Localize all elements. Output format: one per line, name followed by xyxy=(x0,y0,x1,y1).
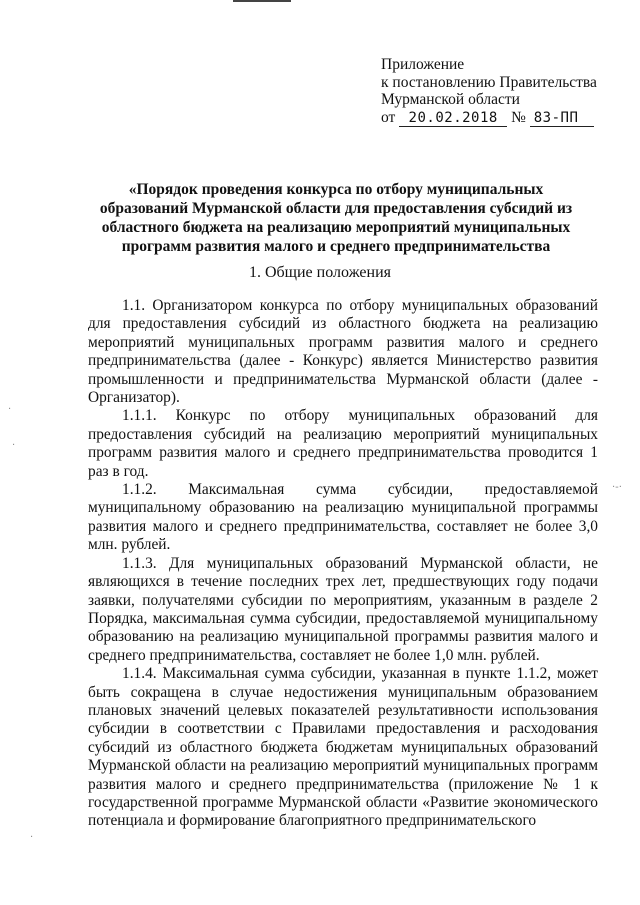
document-title: «Порядок проведения конкурса по отбору муниципальных образований Мурманской области для предоставления субсидий из областного бюджета на реализацию мероприятий муниципальных программ развития малого и среднего предпринимательства xyxy=(99,181,573,255)
appendix-block xyxy=(381,56,597,127)
number-prefix: № xyxy=(511,108,526,126)
date-prefix: от xyxy=(381,108,396,126)
scan-speck: ·-· xyxy=(612,482,622,493)
paragraph-1-1-4: 1.1.4. Максимальная сумма субсидии, указанная в пункте 1.1.2, может быть сокращена в случае недостижения муниципальным образованием плановых значений целевых показателей результативности использования субсидии в соответствии с Правилами предоставления и расходования субсидий из областного бюджета бюджетам муниципальных образований Мурманской области на реализацию мероприятий муниципальных программ развития малого и среднего предпринимательства (приложение № 1 к государственной программе Мурманской области «Развитие экономического потенциала и формирование благоприятного предпринимательского xyxy=(88,665,598,830)
paragraph-1-1-3: 1.1.3. Для муниципальных образований Мурманской области, не являющихся в течение последних трех лет, предшествующих году подачи заявки, получателями субсидии по мероприятиям, указанным в разделе 2 Порядка, максимальная сумма субсидии, предоставляемой муниципальному образованию на реализацию муниципальной программы развития малого и среднего предпринимательства, составляет не более 1,0 млн. рублей. xyxy=(88,554,598,664)
section-heading: 1. Общие положения xyxy=(248,264,392,281)
number-value: 83-ПП xyxy=(530,111,594,127)
appendix-region: Мурманской области xyxy=(381,91,520,108)
scan-speck: · xyxy=(8,404,12,415)
appendix-label: Приложение xyxy=(381,56,465,73)
appendix-resolution: к постановлению Правительства xyxy=(381,73,597,91)
top-edge-line xyxy=(233,0,291,2)
appendix-date-line xyxy=(381,109,597,127)
paragraph-1-1-2: 1.1.2. Максимальная сумма субсидии, предоставляемой муниципальному образованию на реализацию муниципальной программы развития малого и среднего предпринимательства, составляет не более 3,0 млн. рублей. xyxy=(88,481,598,554)
paragraph-1-1: 1.1. Организатором конкурса по отбору муниципальных образований для предоставления субсидий из областного бюджета на реализацию мероприятий муниципальных программ развития малого и среднего предпринимательства (далее - Конкурс) является Министерство развития промышленности и предпринимательства Мурманской области (далее - Организатор). xyxy=(88,297,598,407)
date-value: 20.02.2018 xyxy=(399,111,507,127)
document-body xyxy=(88,297,598,831)
paragraph-1-1-1: 1.1.1. Конкурс по отбору муниципальных образований для предоставления субсидий на реализацию мероприятий муниципальных программ развития малого и среднего предпринимательства проводится 1 раз в год. xyxy=(88,407,598,480)
scan-speck: · xyxy=(30,832,34,843)
scan-speck: · xyxy=(12,440,16,451)
